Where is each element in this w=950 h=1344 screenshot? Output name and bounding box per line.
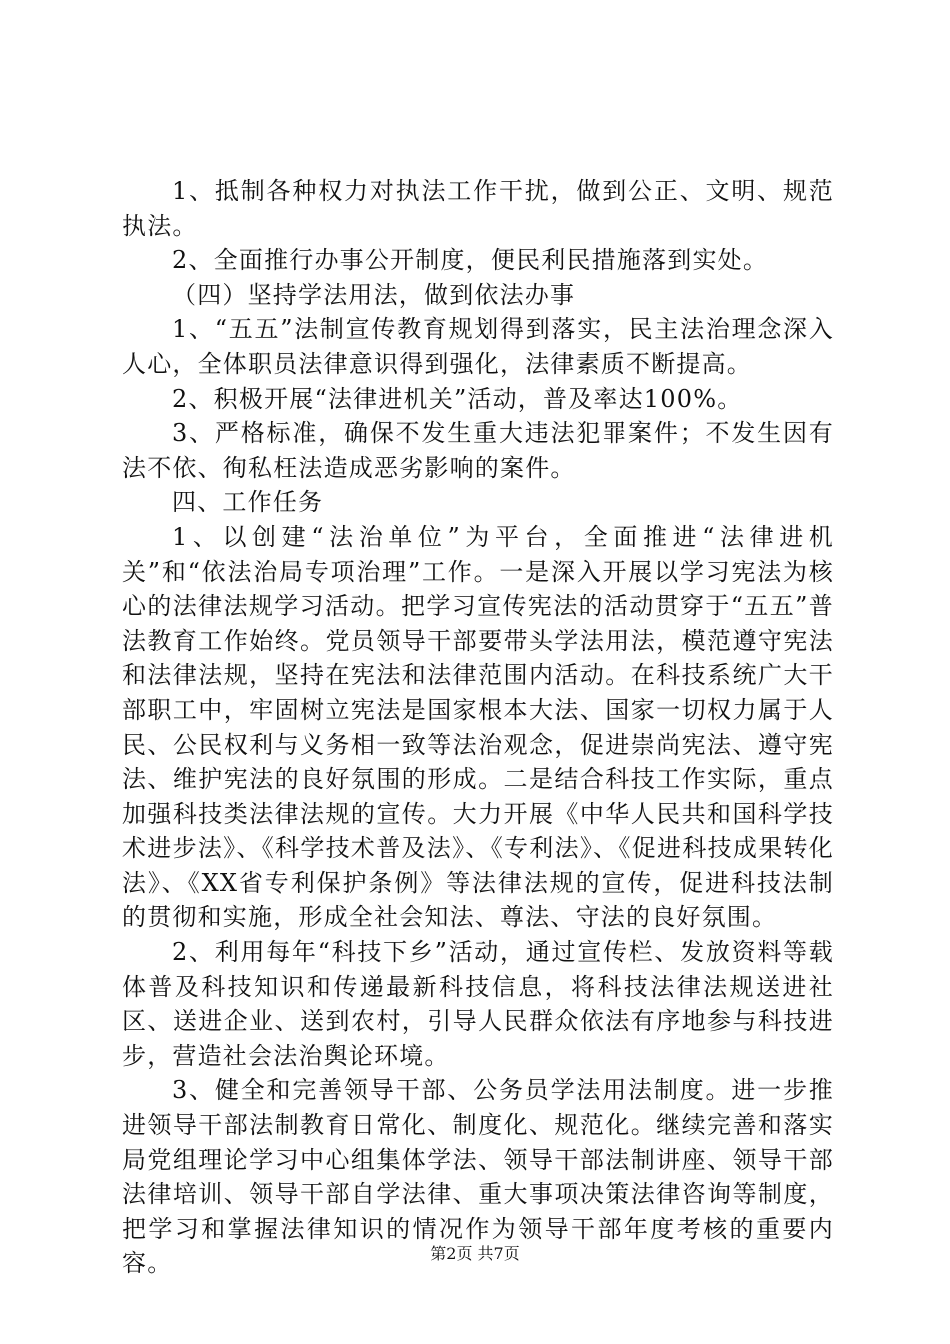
paragraph-item-3: 1、“五五”法制宣传教育规划得到落实，民主法治理念深入人心，全体职员法律意识得到强化，法律素质不断提高。 [122, 315, 834, 378]
section-heading-work-tasks: 四、工作任务 [172, 488, 324, 517]
paragraph-item-1: 1、抵制各种权力对执法工作干扰，做到公正、文明、规范执法。 [122, 177, 834, 240]
paragraph-task-2: 2、利用每年“科技下乡”活动，通过宣传栏、发放资料等载体普及科技知识和传递最新科技信息，将科技法律法规送进社区、送进企业、送到农村，引导人民群众依法有序地参与科技进步，营造社会法治舆论环境。 [122, 938, 834, 1070]
page-footer: 第2页 共7页 [430, 1244, 520, 1263]
section-heading-4: （四）坚持学法用法，做到依法办事 [172, 280, 576, 309]
paragraph-item-2: 2、全面推行办事公开制度，便民利民措施落到实处。 [172, 246, 769, 275]
document-body [122, 174, 834, 1281]
paragraph-item-4: 2、积极开展“法律进机关”活动，普及率达100%。 [172, 384, 743, 413]
paragraph-item-5: 3、严格标准，确保不发生重大违法犯罪案件；不发生因有法不依、徇私枉法造成恶劣影响的案件。 [122, 419, 834, 482]
paragraph-task-3: 3、健全和完善领导干部、公务员学法用法制度。进一步推进领导干部法制教育日常化、制度化、规范化。继续完善和落实局党组理论学习中心组集体学法、领导干部法制讲座、领导干部法律培训、领导干部自学法律、重大事项决策法律咨询等制度，把学习和掌握法律知识的情况作为领导干部年度考核的重要内容。 [122, 1076, 834, 1278]
paragraph-task-1: 1、以创建“法治单位”为平台，全面推进“法律进机关”和“依法治局专项治理”工作。一是深入开展以学习宪法为核心的法律法规学习活动。把学习宣传宪法的活动贯穿于“五五”普法教育工作始终。党员领导干部要带头学法用法，模范遵守宪法和法律法规，坚持在宪法和法律范围内活动。在科技系统广大干部职工中，牢固树立宪法是国家根本大法、国家一切权力属于人民、公民权利与义务相一致等法治观念，促进崇尚宪法、遵守宪法、维护宪法的良好氛围的形成。二是结合科技工作实际，重点加强科技类法律法规的宣传。大力开展《中华人民共和国科学技术进步法》、《科学技术普及法》、《专利法》、《促进科技成果转化法》、《XX省专利保护条例》等法律法规的宣传，促进科技法制的贯彻和实施，形成全社会知法、尊法、守法的良好氛围。 [122, 522, 834, 932]
